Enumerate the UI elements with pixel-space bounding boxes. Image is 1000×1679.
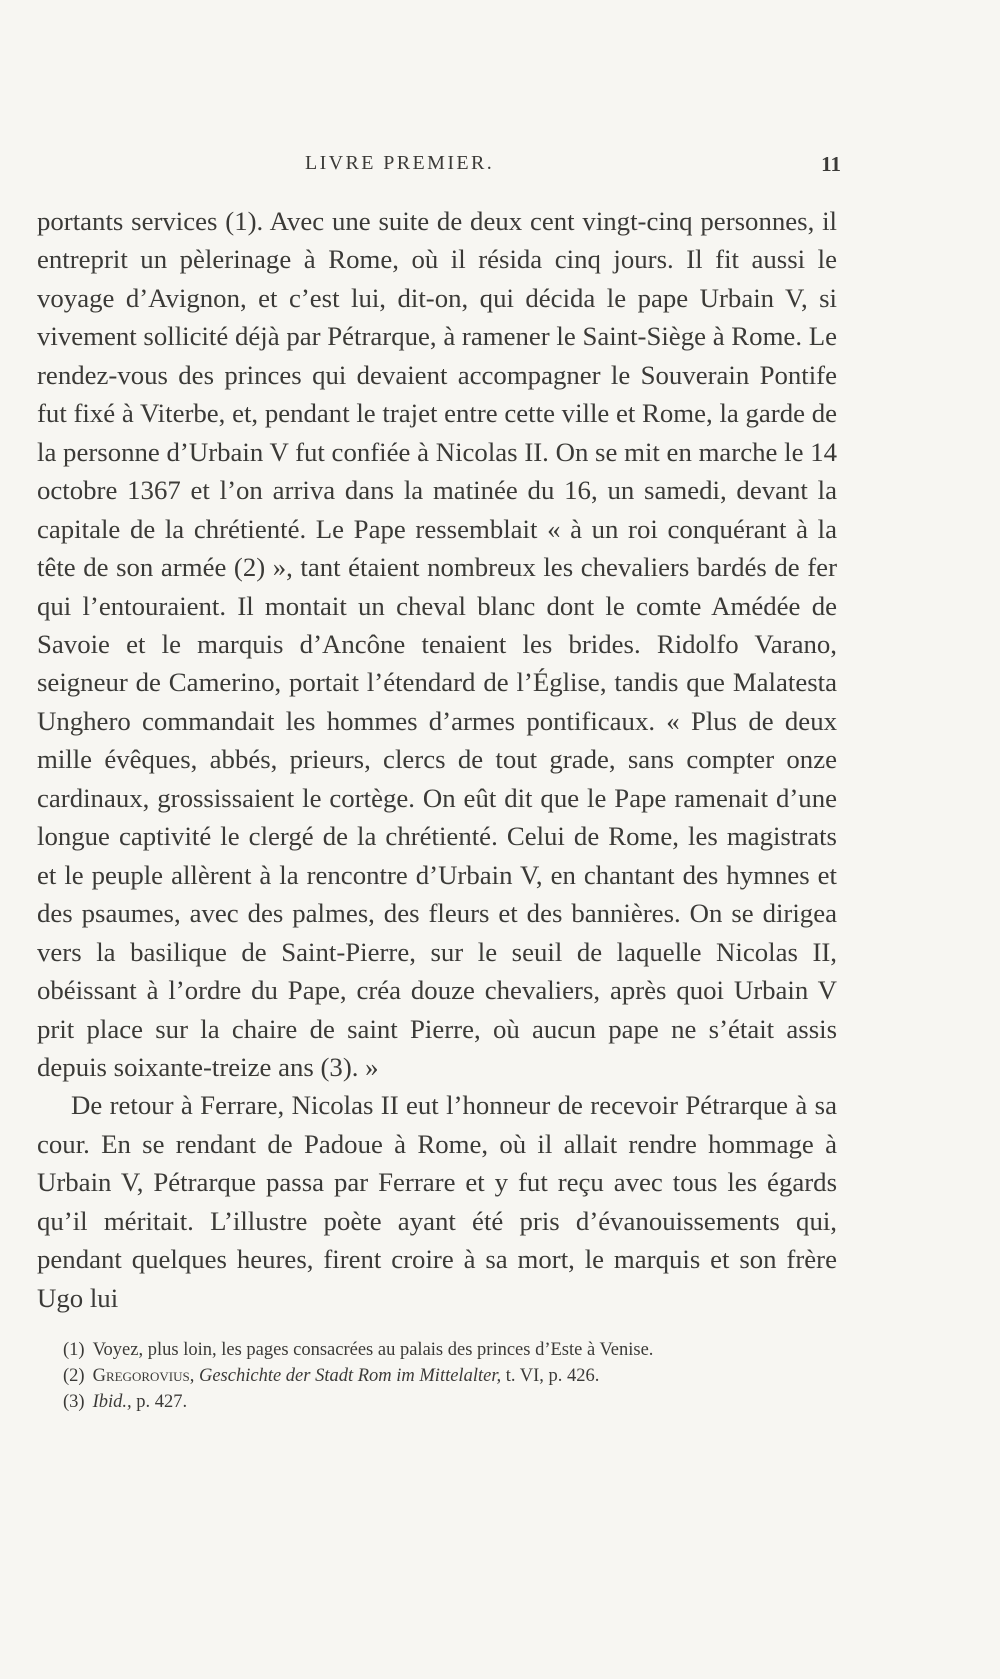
- footnote-author: Gregorovius,: [92, 1366, 195, 1387]
- body-text: [37, 202, 837, 1317]
- footnote-marker: (3): [63, 1392, 85, 1413]
- book-page: [37, 148, 841, 1415]
- running-title: LIVRE PREMIER.: [305, 152, 495, 174]
- footnote-text: Voyez, plus loin, les pages consacrées au palais des princes d’Este à Venise.: [92, 1340, 654, 1361]
- footnote-work: Geschichte der Stadt Rom im Mittelalter,: [198, 1366, 502, 1387]
- footnote-marker: (2): [63, 1366, 85, 1387]
- footnote-3: [63, 1389, 837, 1415]
- running-head: [37, 148, 841, 188]
- footnotes: [37, 1337, 837, 1415]
- footnote-rest: t. VI, p. 426.: [501, 1366, 600, 1387]
- footnote-work: Ibid.,: [92, 1392, 132, 1413]
- paragraph: De retour à Ferrare, Nicolas II eut l’honneur de recevoir Pétrarque à sa cour. En se rendant de Padoue à Rome, où il allait rendre hommage à Urbain V, Pétrarque passa par Ferrare et y fut reçu avec tous les égards qu’il méritait. L’illustre poète ayant été pris d’évanouissements qui, pendant quelques heures, firent croire à sa mort, le marquis et son frère Ugo lui: [37, 1090, 837, 1313]
- footnote-marker: (1): [63, 1340, 85, 1361]
- footnote-rest: p. 427.: [131, 1392, 188, 1413]
- footnote-2: [63, 1363, 837, 1389]
- footnote-1: [63, 1337, 837, 1363]
- paragraph: portants services (1). Avec une suite de deux cent vingt-cinq personnes, il entreprit un pèlerinage à Rome, où il résida cinq jours. Il fit aussi le voyage d’Avignon, et c’est lui, dit-on, qui décida le pape Urbain V, si vivement sollicité déjà par Pétrarque, à ramener le Saint-Siège à Rome. Le rendez-vous des princes qui devaient accompagner le Souverain Pontife fut fixé à Viterbe, et, pendant le trajet entre cette ville et Rome, la garde de la personne d’Urbain V fut confiée à Nicolas II. On se mit en marche le 14 octobre 1367 et l’on arriva dans la matinée du 16, un samedi, devant la capitale de la chrétienté. Le Pape ressemblait « à un roi conquérant à la tête de son armée (2) », tant étaient nombreux les chevaliers bardés de fer qui l’entouraient. Il montait un cheval blanc dont le comte Amédée de Savoie et le marquis d’Ancône tenaient les brides. Ridolfo Varano, seigneur de Camerino, portait l’étendard de l’Église, tandis que Malatesta Unghero commandait les hommes d’armes pontificaux. « Plus de deux mille évêques, abbés, prieurs, clercs de tout grade, sans compter onze cardinaux, grossissaient le cortège. On eût dit que le Pape ramenait d’une longue captivité le clergé de la chrétienté. Celui de Rome, les magistrats et le peuple allèrent à la rencontre d’Urbain V, en chantant des hymnes et des psaumes, avec des palmes, des fleurs et des bannières. On se dirigea vers la basilique de Saint-Pierre, sur le seuil de laquelle Nicolas II, obéissant à l’ordre du Pape, créa douze chevaliers, après quoi Urbain V prit place sur la chaire de saint Pierre, où aucun pape ne s’était assis depuis soixante-treize ans (3). »: [37, 206, 837, 1082]
- page-number: 11: [821, 152, 841, 176]
